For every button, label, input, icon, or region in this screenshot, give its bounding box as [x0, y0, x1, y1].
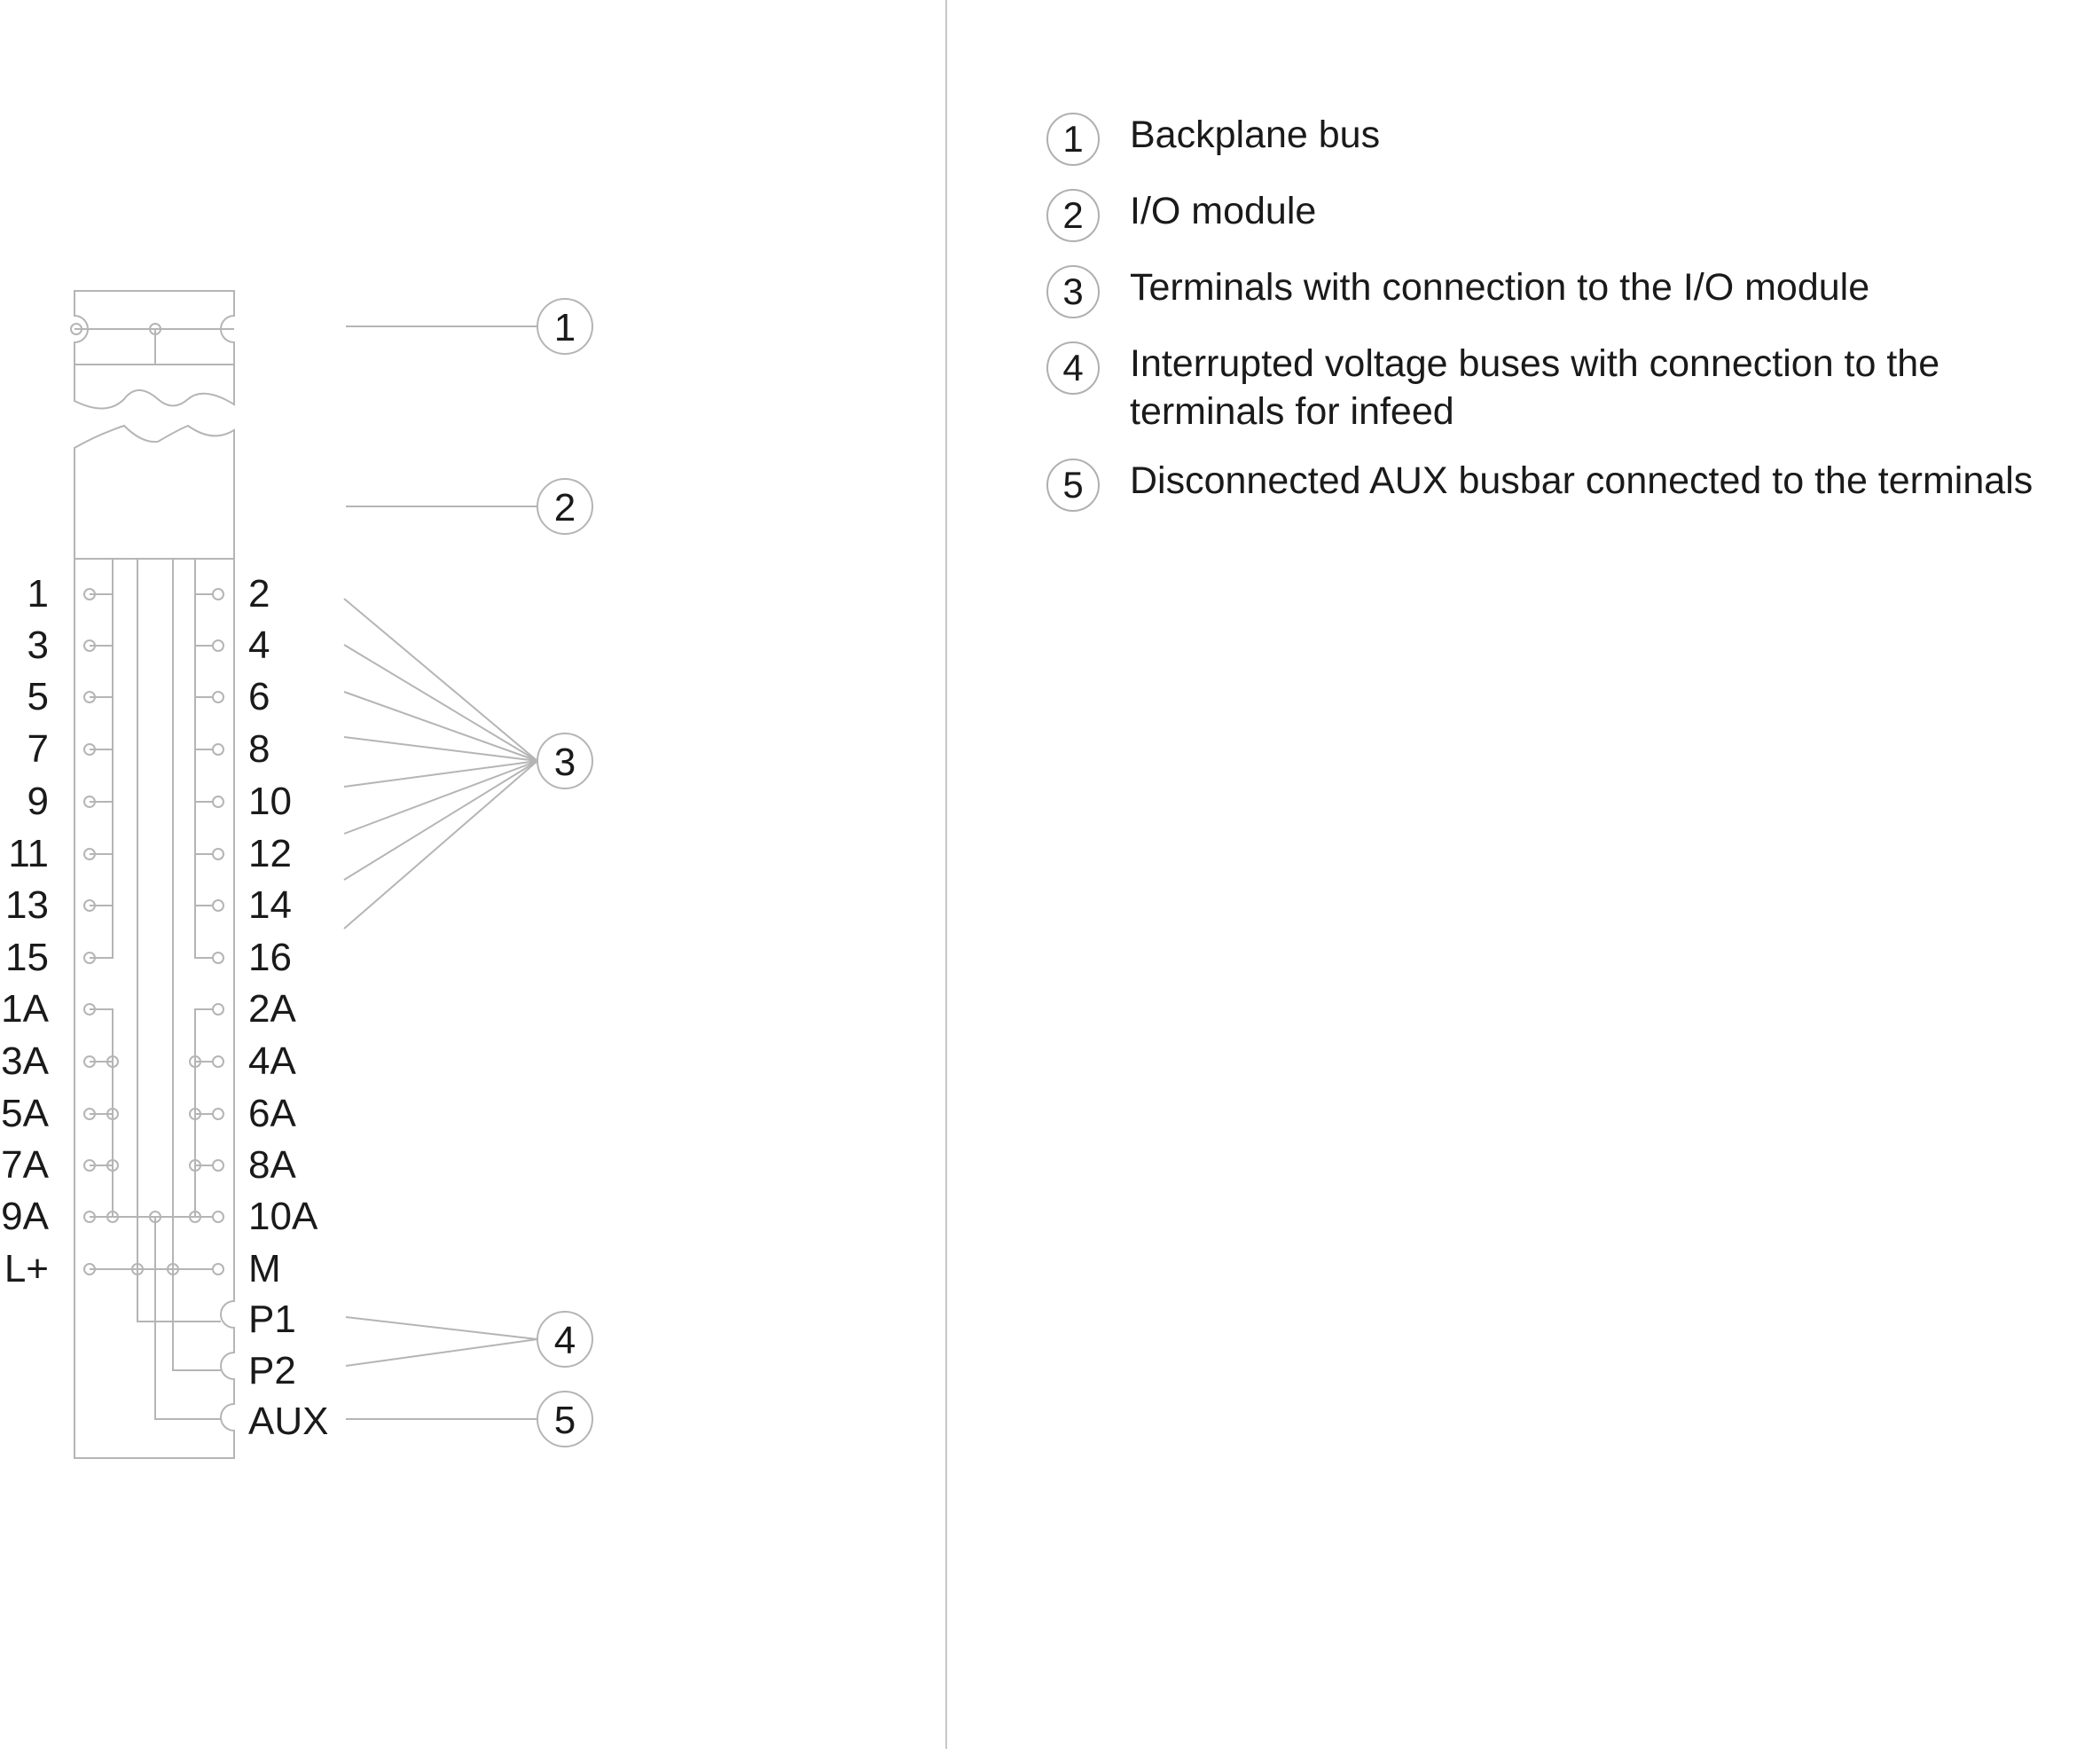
legend-marker-3: 3 — [1046, 265, 1100, 318]
terminal-label-13: 13 — [5, 883, 49, 927]
terminal-label-p1: P1 — [248, 1298, 296, 1341]
terminal-label-7a: 7A — [1, 1143, 49, 1187]
terminal-label-9: 9 — [27, 780, 49, 823]
legend-item-1 — [1046, 111, 2100, 166]
terminal-label-10a: 10A — [248, 1195, 318, 1238]
legend-item-5 — [1046, 457, 2100, 512]
terminal-label-2a: 2A — [248, 987, 296, 1031]
callout-label-4: 4 — [553, 1319, 576, 1362]
terminal-label-5: 5 — [27, 675, 49, 718]
terminal-label-10: 10 — [248, 780, 292, 823]
terminal-label-8: 8 — [248, 727, 270, 771]
terminal-label-3: 3 — [27, 624, 49, 667]
legend-marker-1: 1 — [1046, 113, 1100, 166]
legend-text-line: I/O module — [1130, 190, 1317, 232]
terminal-label-15: 15 — [5, 936, 49, 979]
terminal-label-6a: 6A — [248, 1092, 296, 1135]
terminal-label-1: 1 — [27, 572, 49, 616]
legend-text-3 — [1130, 263, 1869, 311]
terminal-label-3a: 3A — [1, 1039, 49, 1083]
callout-label-2: 2 — [553, 486, 576, 529]
terminal-label-p2: P2 — [248, 1349, 296, 1392]
callout-label-1: 1 — [553, 306, 576, 349]
terminal-label-11: 11 — [8, 832, 49, 875]
callout-label-3: 3 — [553, 741, 576, 784]
terminal-label-12: 12 — [248, 832, 292, 875]
terminal-label-8a: 8A — [248, 1143, 296, 1187]
legend-text-line: Interrupted voltage buses with connection to the — [1130, 342, 1940, 385]
terminal-label-7: 7 — [27, 727, 49, 771]
terminal-label-4: 4 — [248, 624, 270, 667]
legend-text-4 — [1130, 340, 1939, 435]
terminal-label-aux: AUX — [248, 1400, 329, 1443]
callout-label-5: 5 — [553, 1399, 576, 1442]
terminal-label-2: 2 — [248, 572, 270, 616]
terminal-label-lplus: L+ — [4, 1247, 49, 1290]
terminal-label-16: 16 — [248, 936, 292, 979]
legend-text-1 — [1130, 111, 1380, 159]
terminal-label-5a: 5A — [1, 1092, 49, 1135]
terminal-label-m: M — [248, 1247, 281, 1290]
legend — [1046, 111, 2100, 533]
legend-text-line: Terminals with connection to the I/O module — [1130, 266, 1870, 309]
legend-text-line: terminals for infeed — [1130, 390, 1454, 433]
legend-item-3 — [1046, 263, 2100, 318]
legend-marker-4: 4 — [1046, 341, 1100, 395]
legend-text-5 — [1130, 457, 2033, 505]
upper-group-buses — [90, 559, 213, 1370]
legend-marker-5: 5 — [1046, 459, 1100, 512]
terminal-label-6: 6 — [248, 675, 270, 718]
legend-text-line: Backplane bus — [1130, 114, 1381, 156]
legend-text-2 — [1130, 187, 1316, 235]
terminal-label-1a: 1A — [1, 987, 49, 1031]
backplane-bus-section — [71, 291, 234, 409]
panel-divider — [945, 0, 947, 1749]
legend-text-line: Disconnected AUX busbar connected to the terminals — [1130, 459, 2033, 502]
legend-marker-2: 2 — [1046, 189, 1100, 242]
terminal-label-14: 14 — [248, 883, 292, 927]
leader-lines — [344, 326, 537, 1419]
terminal-label-9a: 9A — [1, 1195, 49, 1238]
lower-group-buses — [90, 1009, 221, 1419]
legend-item-4 — [1046, 340, 2100, 435]
terminal-points — [84, 589, 223, 1274]
io-module-section — [74, 426, 234, 559]
terminal-label-4a: 4A — [248, 1039, 296, 1083]
legend-item-2 — [1046, 187, 2100, 242]
